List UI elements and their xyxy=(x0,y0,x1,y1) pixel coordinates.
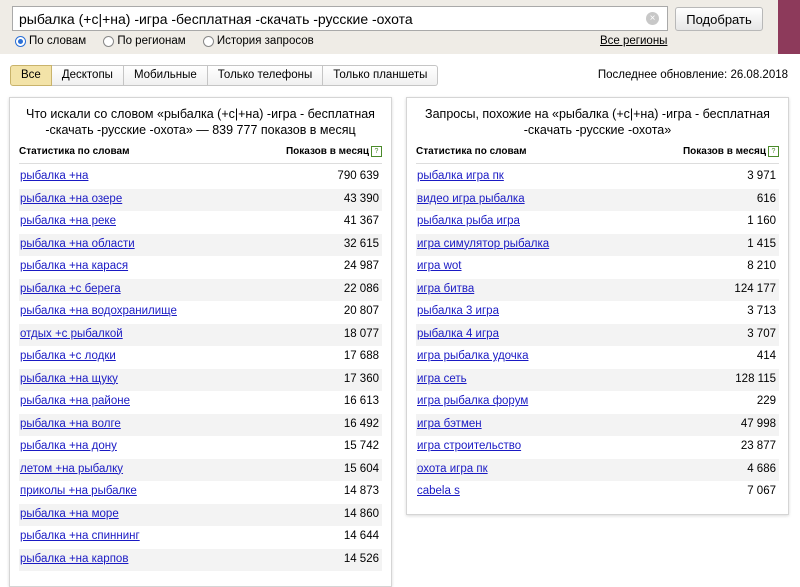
table-row xyxy=(19,211,382,234)
keyword-link[interactable]: рыбалка +на море xyxy=(20,507,119,520)
impressions-count: 41 367 xyxy=(343,215,379,227)
impressions-count: 3 713 xyxy=(747,305,776,317)
keyword-link[interactable]: охота игра пк xyxy=(417,462,488,475)
table-row xyxy=(416,279,779,302)
table-row xyxy=(416,414,779,437)
table-row xyxy=(416,234,779,257)
impressions-count: 17 688 xyxy=(343,350,379,362)
keyword-link[interactable]: игра симулятор рыбалка xyxy=(417,237,550,250)
keyword-link[interactable]: рыбалка +на озере xyxy=(20,192,123,205)
impressions-count: 616 xyxy=(756,192,776,205)
all-regions-link[interactable]: Все регионы xyxy=(600,35,668,47)
impressions-count: 24 987 xyxy=(343,260,379,272)
table-row xyxy=(19,324,382,347)
search-header xyxy=(0,0,800,54)
column-headers xyxy=(416,146,779,164)
impressions-count: 32 615 xyxy=(343,237,379,250)
impressions-count: 23 877 xyxy=(740,440,776,452)
impressions-count: 128 115 xyxy=(735,372,776,385)
keyword-link[interactable]: летом +на рыбалку xyxy=(20,462,124,475)
keyword-link[interactable]: рыбалка +с лодки xyxy=(20,350,116,362)
column-headers xyxy=(19,146,382,164)
help-icon[interactable]: ? xyxy=(371,146,382,157)
impressions-count: 4 686 xyxy=(747,462,776,475)
keyword-link[interactable]: рыбалка +на водохранилище xyxy=(20,305,177,317)
keyword-link[interactable]: игра бэтмен xyxy=(417,417,482,430)
table-row xyxy=(416,436,779,459)
impressions-count: 18 077 xyxy=(343,327,379,340)
tab-tablets-only[interactable]: Только планшеты xyxy=(323,65,438,86)
table-row xyxy=(19,549,382,572)
tab-phones-only[interactable]: Только телефоны xyxy=(208,65,323,86)
last-update: Последнее обновление: 26.08.2018 xyxy=(597,69,788,81)
search-box xyxy=(12,6,668,31)
radio-icon[interactable] xyxy=(203,36,214,47)
tab-desktops[interactable]: Десктопы xyxy=(52,65,124,86)
keyword-link[interactable]: рыбалка +на спиннинг xyxy=(20,530,140,542)
impressions-count: 7 067 xyxy=(747,485,776,497)
table-row xyxy=(19,189,382,212)
help-icon[interactable]: ? xyxy=(768,146,779,157)
impressions-count: 124 177 xyxy=(734,282,776,295)
impressions-count: 15 742 xyxy=(343,440,379,452)
keyword-link[interactable]: игра битва xyxy=(417,282,475,295)
impressions-count: 22 086 xyxy=(343,282,379,295)
tab-all[interactable]: Все xyxy=(10,65,52,86)
impressions-count: 43 390 xyxy=(343,192,379,205)
impressions-count: 14 873 xyxy=(343,485,379,497)
impressions-count: 14 860 xyxy=(343,507,379,520)
keyword-link[interactable]: игра строительство xyxy=(417,440,522,452)
table-row xyxy=(19,414,382,437)
table-row xyxy=(19,301,382,324)
radio-icon[interactable] xyxy=(15,36,26,47)
clear-icon[interactable]: × xyxy=(646,12,659,25)
impressions-count: 14 526 xyxy=(343,552,379,565)
mode-label: По регионам xyxy=(117,35,186,47)
keyword-link[interactable]: рыбалка 4 игра xyxy=(417,327,499,340)
keyword-link[interactable]: игра рыбалка форум xyxy=(417,395,529,407)
mode-by-regions[interactable] xyxy=(103,35,185,47)
table-row xyxy=(19,504,382,527)
right-rows xyxy=(416,166,779,504)
table-row xyxy=(19,459,382,482)
table-row xyxy=(416,391,779,414)
impressions-count: 20 807 xyxy=(343,305,379,317)
table-row xyxy=(19,369,382,392)
keyword-link[interactable]: игра рыбалка удочка xyxy=(417,350,529,362)
table-row xyxy=(416,481,779,504)
mode-by-words[interactable] xyxy=(15,35,86,47)
keyword-link[interactable]: видео игра рыбалка xyxy=(417,192,525,205)
col-shows-label: Показов в месяц xyxy=(285,146,369,157)
table-row xyxy=(19,346,382,369)
table-row xyxy=(19,481,382,504)
table-row xyxy=(416,459,779,482)
col-shows-header xyxy=(286,146,382,157)
col-shows-header xyxy=(683,146,779,157)
keyword-link[interactable]: игра сеть xyxy=(417,372,467,385)
keyword-link[interactable]: рыбалка +на карася xyxy=(20,260,129,272)
table-row xyxy=(19,166,382,189)
header-accent xyxy=(778,0,800,54)
keyword-link[interactable]: отдых +с рыбалкой xyxy=(20,327,123,340)
keyword-link[interactable]: рыбалка +на области xyxy=(20,237,135,250)
keyword-link[interactable]: рыбалка +с берега xyxy=(20,282,121,295)
impressions-count: 414 xyxy=(756,350,776,362)
words-stats-panel xyxy=(9,97,392,587)
keyword-link[interactable]: приколы +на рыбалке xyxy=(20,485,137,497)
table-row xyxy=(19,279,382,302)
keyword-link[interactable]: игра wot xyxy=(417,260,462,272)
impressions-count: 15 604 xyxy=(343,462,379,475)
impressions-count: 16 613 xyxy=(343,395,379,407)
impressions-count: 3 971 xyxy=(747,170,776,182)
keyword-link[interactable]: рыбалка +на районе xyxy=(20,395,130,407)
tab-mobile[interactable]: Мобильные xyxy=(124,65,208,86)
keyword-link[interactable]: рыбалка +на реке xyxy=(20,215,116,227)
submit-button[interactable]: Подобрать xyxy=(675,7,763,31)
impressions-count: 8 210 xyxy=(747,260,776,272)
col-words-header: Статистика по словам xyxy=(19,146,130,157)
impressions-count: 229 xyxy=(756,395,776,407)
keyword-link[interactable]: рыбалка 3 игра xyxy=(417,305,499,317)
device-tabs xyxy=(10,65,438,86)
impressions-count: 14 644 xyxy=(343,530,379,542)
keyword-link[interactable]: рыбалка рыба игра xyxy=(417,215,520,227)
keyword-link[interactable]: cabela s xyxy=(417,485,460,497)
mode-label: История запросов xyxy=(216,35,314,47)
mode-selector xyxy=(15,35,328,49)
impressions-count: 1 160 xyxy=(747,215,776,227)
radio-icon[interactable] xyxy=(103,36,114,47)
keyword-link[interactable]: рыбалка +на xyxy=(20,170,89,182)
table-row xyxy=(416,189,779,212)
keyword-link[interactable]: рыбалка +на волге xyxy=(20,417,121,430)
table-row xyxy=(416,369,779,392)
mode-history[interactable] xyxy=(203,35,314,47)
impressions-count: 3 707 xyxy=(747,327,776,340)
keyword-link[interactable]: рыбалка игра пк xyxy=(417,170,504,182)
table-row xyxy=(416,256,779,279)
impressions-count: 47 998 xyxy=(740,417,776,430)
impressions-count: 790 639 xyxy=(337,170,379,182)
keyword-link[interactable]: рыбалка +на щуку xyxy=(20,372,118,385)
table-row xyxy=(19,391,382,414)
search-input[interactable] xyxy=(19,9,639,29)
col-words-header: Статистика по словам xyxy=(416,146,527,157)
table-row xyxy=(416,324,779,347)
table-row xyxy=(19,256,382,279)
keyword-link[interactable]: рыбалка +на карпов xyxy=(20,552,129,565)
table-row xyxy=(19,436,382,459)
impressions-count: 17 360 xyxy=(343,372,379,385)
impressions-count: 16 492 xyxy=(343,417,379,430)
table-row xyxy=(19,526,382,549)
col-shows-label: Показов в месяц xyxy=(682,146,766,157)
similar-queries-panel xyxy=(406,97,789,515)
keyword-link[interactable]: рыбалка +на дону xyxy=(20,440,117,452)
table-row xyxy=(416,211,779,234)
impressions-count: 1 415 xyxy=(747,237,776,250)
panel-title: Что искали со словом «рыбалка (+с|+на) -игра - бесплатная -скачать -русские -охота» — 839 777 показов в месяц xyxy=(26,107,375,137)
panel-title: Запросы, похожие на «рыбалка (+с|+на) -игра - бесплатная -скачать -русские -охота» xyxy=(425,107,770,137)
mode-label: По словам xyxy=(29,35,87,47)
table-row xyxy=(19,234,382,257)
table-row xyxy=(416,346,779,369)
table-row xyxy=(416,301,779,324)
left-rows xyxy=(19,166,382,571)
table-row xyxy=(416,166,779,189)
